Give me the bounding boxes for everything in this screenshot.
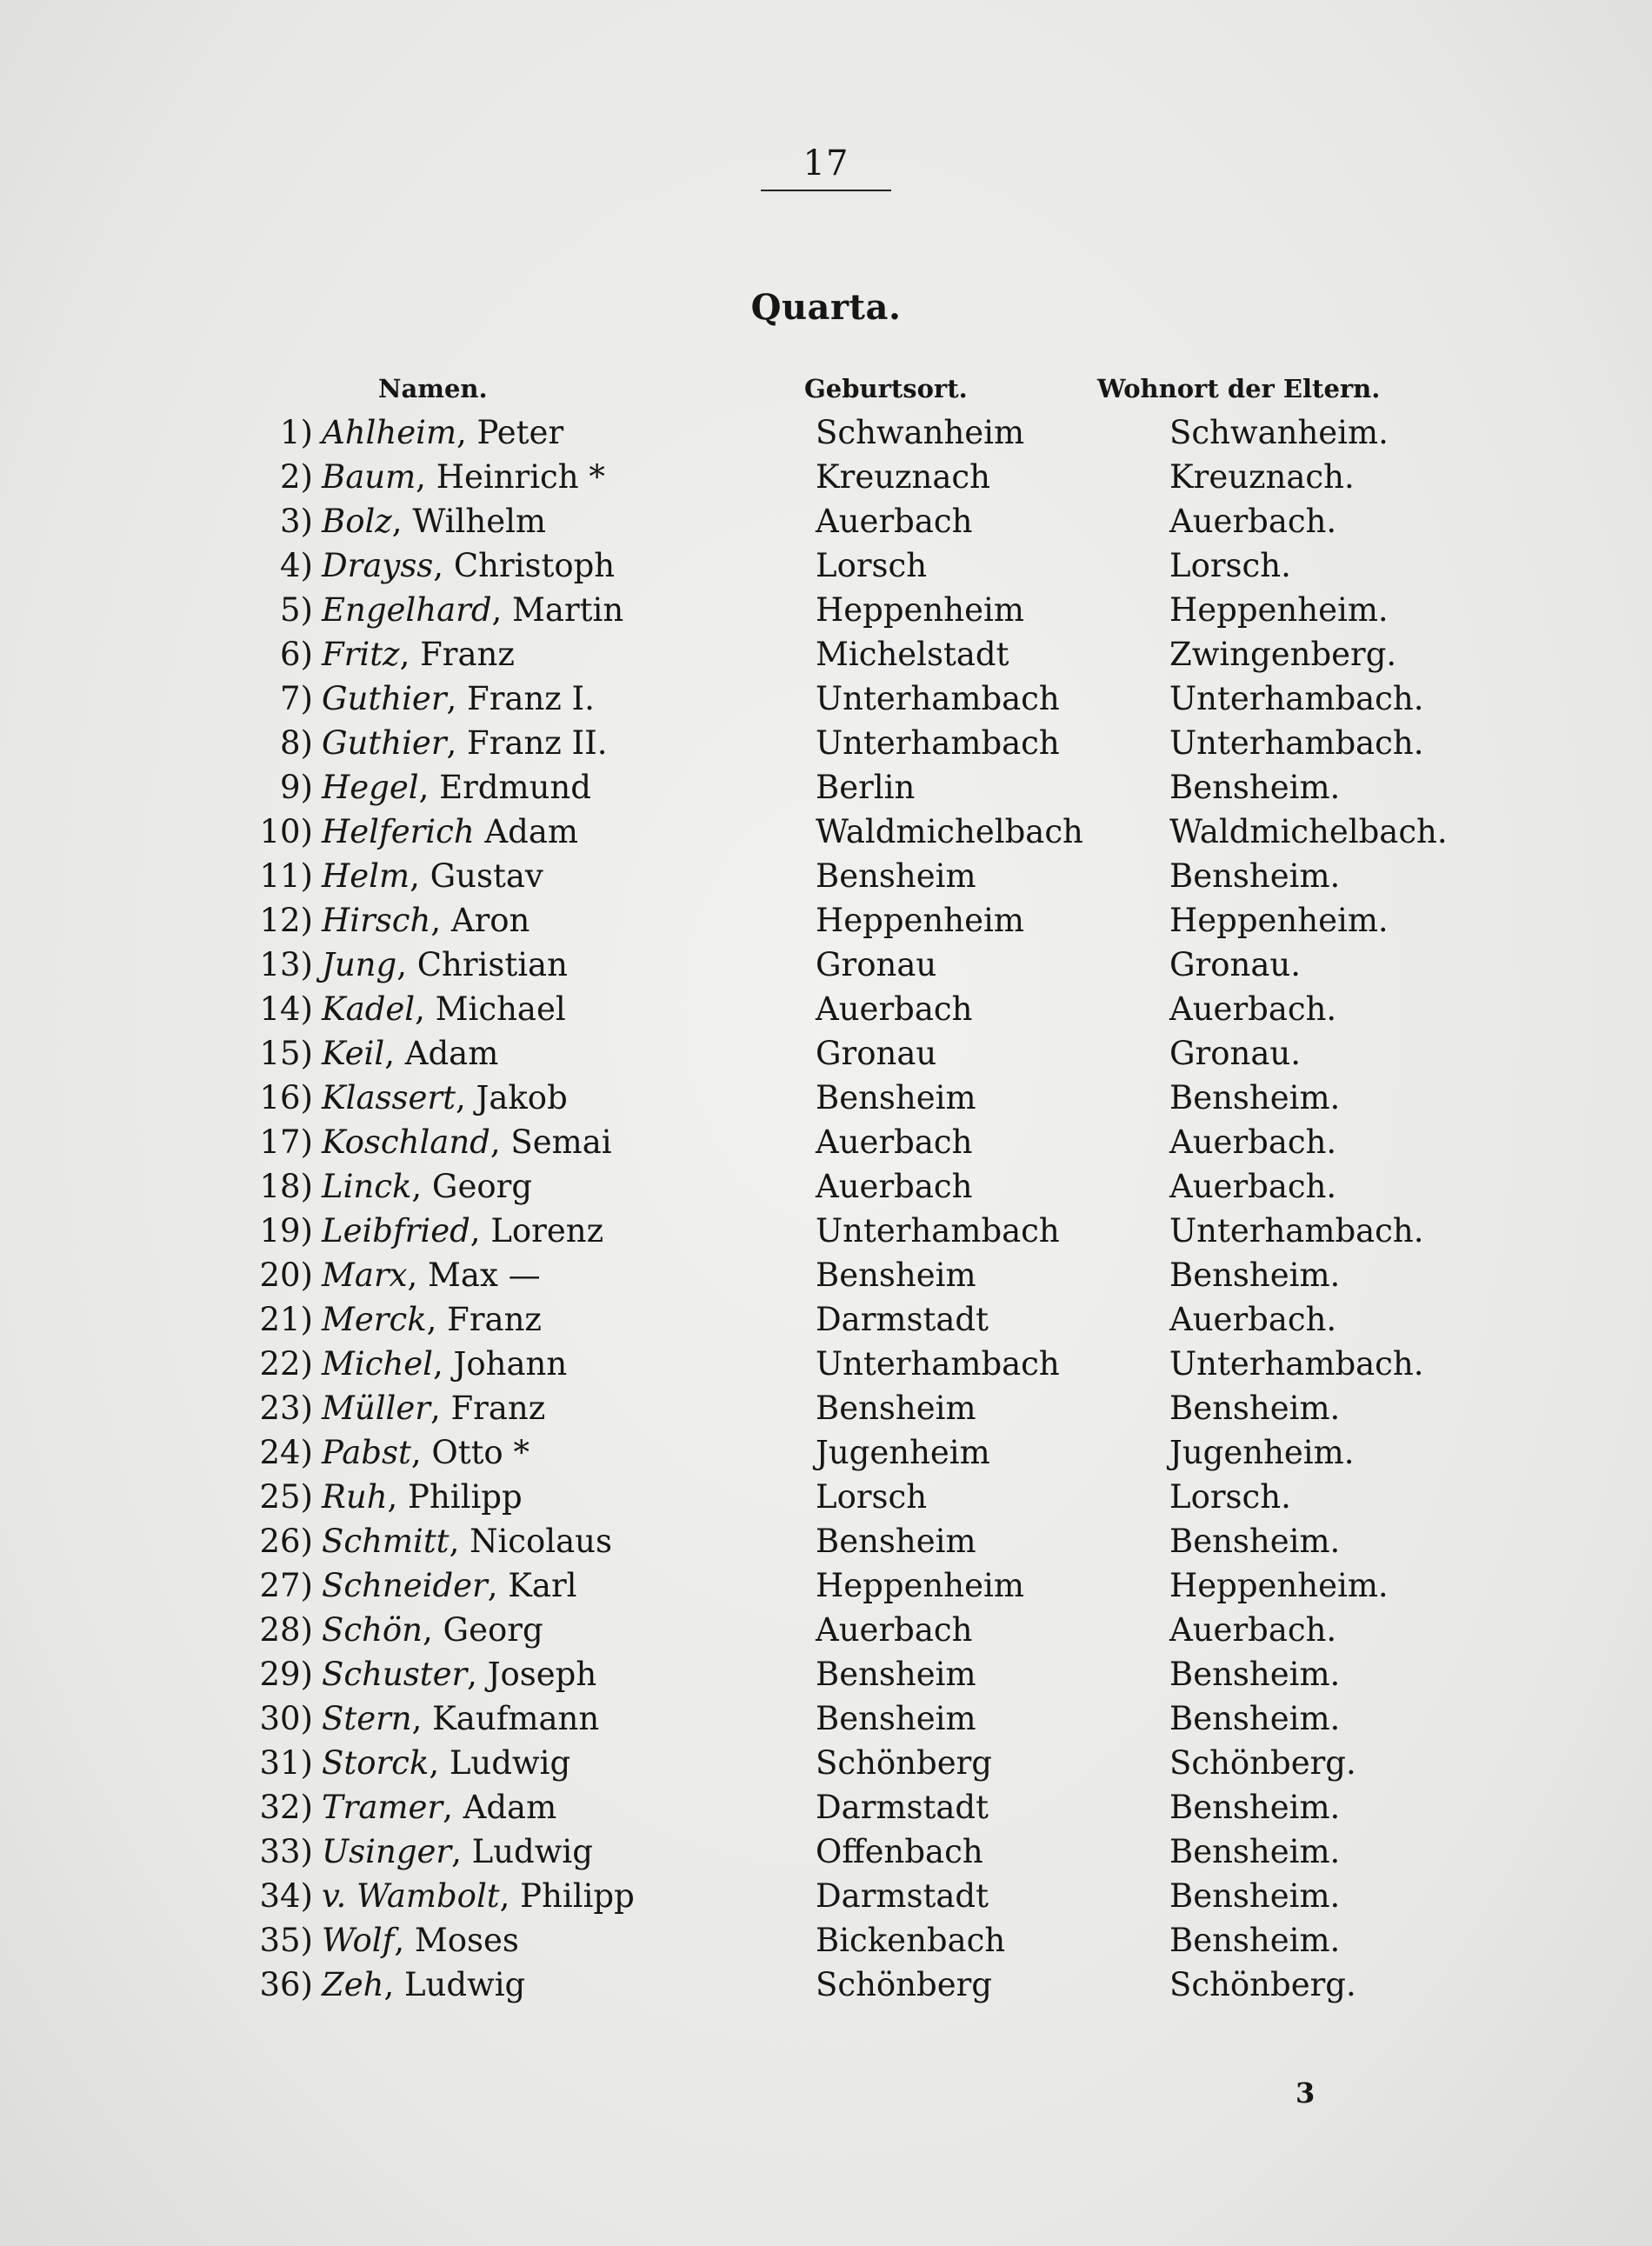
entry-number: 31)	[259, 1744, 313, 1782]
student-given-name: , Semai	[490, 1123, 612, 1161]
entry-number: 1)	[280, 414, 313, 451]
list-item	[0, 1297, 1652, 1342]
birthplace: Berlin	[816, 769, 916, 806]
entry-number: 23)	[259, 1390, 313, 1427]
student-given-name: , Christoph	[433, 547, 616, 584]
student-given-name: , Georg	[411, 1168, 533, 1205]
list-item	[0, 1608, 1652, 1652]
list-item	[0, 1652, 1652, 1696]
student-given-name: , Wilhelm	[391, 503, 547, 540]
student-name	[322, 854, 543, 898]
student-name	[322, 1829, 593, 1874]
entry-number: 9)	[280, 769, 313, 806]
parents-residence: Unterhambach.	[1169, 1212, 1424, 1250]
student-surname: Ruh	[322, 1478, 388, 1516]
list-item	[0, 676, 1652, 721]
birthplace: Bensheim	[816, 1256, 976, 1294]
student-name	[322, 1785, 556, 1829]
entry-number: 22)	[259, 1345, 313, 1383]
list-item	[0, 721, 1652, 765]
list-item	[0, 455, 1652, 499]
parents-residence: Bensheim.	[1169, 1877, 1341, 1915]
student-name	[322, 588, 623, 632]
student-name	[322, 455, 605, 499]
student-surname: Keil	[322, 1035, 385, 1072]
student-surname: Schön	[322, 1611, 423, 1649]
student-surname: Bolz	[322, 503, 392, 540]
student-name	[322, 987, 566, 1031]
student-surname: Stern	[322, 1700, 412, 1737]
birthplace: Darmstadt	[816, 1301, 989, 1338]
birthplace: Unterhambach	[816, 680, 1060, 717]
list-item	[0, 1430, 1652, 1475]
list-item	[0, 1031, 1652, 1076]
student-surname: Hegel	[322, 769, 419, 806]
student-surname: Jung	[322, 946, 397, 983]
student-surname: Leibfried	[322, 1212, 470, 1250]
student-given-name: , Lorenz	[470, 1212, 604, 1250]
student-given-name: , Georg	[423, 1611, 543, 1649]
birthplace: Heppenheim	[816, 902, 1024, 939]
parents-residence: Jugenheim.	[1169, 1434, 1355, 1471]
student-given-name: , Christian	[396, 946, 568, 983]
parents-residence: Bensheim.	[1169, 1523, 1341, 1560]
list-item	[0, 987, 1652, 1031]
parents-residence: Schönberg.	[1169, 1966, 1356, 2003]
student-surname: Schneider	[322, 1567, 488, 1604]
student-surname: Müller	[322, 1390, 430, 1427]
student-given-name: , Aron	[430, 902, 530, 939]
page-number-rule	[761, 190, 891, 191]
parents-residence: Unterhambach.	[1169, 680, 1424, 717]
student-name	[322, 898, 530, 943]
parents-residence: Auerbach.	[1169, 503, 1337, 540]
entry-number: 6)	[280, 636, 313, 673]
list-item	[0, 1874, 1652, 1918]
birthplace: Bickenbach	[816, 1922, 1006, 1959]
birthplace: Darmstadt	[816, 1789, 989, 1826]
parents-residence: Bensheim.	[1169, 1833, 1341, 1870]
birthplace: Schönberg	[816, 1966, 992, 2003]
parents-residence: Bensheim.	[1169, 1256, 1341, 1294]
parents-residence: Bensheim.	[1169, 1390, 1341, 1427]
student-surname: Schuster	[322, 1656, 468, 1693]
list-item	[0, 1918, 1652, 1963]
parents-residence: Bensheim.	[1169, 1922, 1341, 1959]
birthplace: Auerbach	[816, 990, 973, 1028]
entry-number: 12)	[259, 902, 313, 939]
page-number: 17	[803, 143, 849, 183]
entry-number: 27)	[259, 1567, 313, 1604]
student-name	[322, 1563, 576, 1608]
list-item	[0, 765, 1652, 810]
birthplace: Darmstadt	[816, 1877, 989, 1915]
student-name	[322, 1519, 612, 1563]
parents-residence: Unterhambach.	[1169, 1345, 1424, 1383]
list-item	[0, 1475, 1652, 1519]
birthplace: Bensheim	[816, 1079, 976, 1116]
student-surname: Koschland	[322, 1123, 490, 1161]
entry-number: 5)	[280, 591, 313, 629]
student-given-name: , Joseph	[467, 1656, 597, 1693]
student-name	[322, 1430, 530, 1475]
entry-number: 13)	[259, 946, 313, 983]
student-name	[322, 676, 595, 721]
birthplace: Michelstadt	[816, 636, 1009, 673]
student-given-name: , Max —	[407, 1256, 541, 1294]
student-surname: Pabst	[322, 1434, 411, 1471]
entry-number: 15)	[259, 1035, 313, 1072]
birthplace: Schwanheim	[816, 414, 1025, 451]
student-surname: Ahlheim	[322, 414, 457, 451]
birthplace: Bensheim	[816, 1523, 976, 1560]
student-name	[322, 1652, 596, 1696]
list-item	[0, 943, 1652, 987]
student-given-name: , Otto *	[410, 1434, 530, 1471]
student-given-name: , Karl	[487, 1567, 577, 1604]
student-name	[322, 1963, 525, 2007]
birthplace: Schönberg	[816, 1744, 992, 1782]
birthplace: Unterhambach	[816, 1212, 1060, 1250]
birthplace: Heppenheim	[816, 591, 1024, 629]
student-given-name: , Ludwig	[451, 1833, 593, 1870]
student-surname: Storck	[322, 1744, 430, 1782]
list-item	[0, 1076, 1652, 1120]
student-name	[322, 1475, 523, 1519]
parents-residence: Waldmichelbach.	[1169, 813, 1448, 850]
entry-number: 30)	[259, 1700, 313, 1737]
parents-residence: Schwanheim.	[1169, 414, 1389, 451]
student-surname: Usinger	[322, 1833, 452, 1870]
entry-number: 10)	[259, 813, 313, 850]
student-surname: Fritz	[322, 636, 400, 673]
student-given-name: , Kaufmann	[411, 1700, 600, 1737]
parents-residence: Auerbach.	[1169, 990, 1337, 1028]
parents-residence: Schönberg.	[1169, 1744, 1356, 1782]
student-given-name: , Ludwig	[383, 1966, 526, 2003]
parents-residence: Lorsch.	[1169, 1478, 1291, 1516]
entry-number: 36)	[259, 1966, 313, 2003]
parents-residence: Bensheim.	[1169, 1700, 1341, 1737]
student-surname: Zeh	[322, 1966, 384, 2003]
list-item	[0, 1253, 1652, 1297]
entry-number: 14)	[259, 990, 313, 1028]
birthplace: Waldmichelbach	[816, 813, 1083, 850]
student-surname: Helferich	[322, 813, 475, 850]
student-given-name: , Heinrich *	[416, 458, 605, 496]
student-surname: Baum	[322, 458, 416, 496]
student-name	[322, 632, 515, 676]
column-header-birthplace: Geburtsort.	[804, 374, 968, 403]
parents-residence: Kreuznach.	[1169, 458, 1355, 496]
student-name	[322, 1120, 612, 1164]
birthplace: Heppenheim	[816, 1567, 1024, 1604]
student-name	[322, 1608, 543, 1652]
entry-number: 34)	[259, 1877, 313, 1915]
student-name	[322, 1874, 635, 1918]
birthplace: Gronau	[816, 1035, 937, 1072]
entry-number: 11)	[259, 857, 313, 895]
birthplace: Bensheim	[816, 1700, 976, 1737]
parents-residence: Bensheim.	[1169, 857, 1341, 895]
birthplace: Lorsch	[816, 1478, 928, 1516]
student-name	[322, 943, 568, 987]
list-item	[0, 810, 1652, 854]
student-name	[322, 543, 615, 588]
student-name	[322, 1696, 599, 1741]
column-header-name: Namen.	[378, 374, 488, 403]
birthplace: Offenbach	[816, 1833, 983, 1870]
student-surname: Linck	[322, 1168, 412, 1205]
list-item	[0, 854, 1652, 898]
parents-residence: Bensheim.	[1169, 1656, 1341, 1693]
parents-residence: Bensheim.	[1169, 1079, 1341, 1116]
student-surname: Kadel	[322, 990, 416, 1028]
student-name	[322, 1386, 545, 1430]
parents-residence: Unterhambach.	[1169, 724, 1424, 762]
student-name	[322, 1253, 541, 1297]
student-surname: Marx	[322, 1256, 408, 1294]
student-given-name: , Ludwig	[429, 1744, 571, 1782]
birthplace: Kreuznach	[816, 458, 990, 496]
student-surname: Helm	[322, 857, 410, 895]
list-item	[0, 1963, 1652, 2007]
student-given-name: , Adam	[384, 1035, 499, 1072]
birthplace: Bensheim	[816, 1390, 976, 1427]
student-given-name: , Martin	[491, 591, 624, 629]
entry-number: 33)	[259, 1833, 313, 1870]
list-item	[0, 1696, 1652, 1741]
student-name	[322, 810, 578, 854]
list-item	[0, 543, 1652, 588]
entry-number: 28)	[259, 1611, 313, 1649]
birthplace: Unterhambach	[816, 1345, 1060, 1383]
entry-number: 3)	[280, 503, 313, 540]
student-given-name: , Jakob	[455, 1079, 568, 1116]
student-given-name: , Franz I.	[446, 680, 595, 717]
student-list	[0, 410, 1652, 2007]
student-surname: Drayss	[322, 547, 434, 584]
list-item	[0, 632, 1652, 676]
entry-number: 18)	[259, 1168, 313, 1205]
entry-number: 19)	[259, 1212, 313, 1250]
student-name	[322, 1164, 532, 1209]
birthplace: Unterhambach	[816, 724, 1060, 762]
entry-number: 35)	[259, 1922, 313, 1959]
student-name	[322, 765, 591, 810]
student-name	[322, 1031, 498, 1076]
student-surname: Guthier	[322, 724, 447, 762]
student-name	[322, 1741, 570, 1785]
student-name	[322, 410, 563, 455]
list-item	[0, 1164, 1652, 1209]
birthplace: Gronau	[816, 946, 937, 983]
parents-residence: Zwingenberg.	[1169, 636, 1397, 673]
birthplace: Auerbach	[816, 1611, 973, 1649]
student-surname: Michel	[322, 1345, 434, 1383]
birthplace: Lorsch	[816, 547, 928, 584]
birthplace: Auerbach	[816, 503, 973, 540]
birthplace: Bensheim	[816, 857, 976, 895]
student-given-name: , Michael	[415, 990, 566, 1028]
parents-residence: Auerbach.	[1169, 1123, 1337, 1161]
column-header-parents-residence: Wohnort der Eltern.	[1097, 374, 1381, 403]
entry-number: 25)	[259, 1478, 313, 1516]
list-item	[0, 499, 1652, 543]
student-surname: Tramer	[322, 1789, 443, 1826]
student-name	[322, 499, 546, 543]
list-item	[0, 1829, 1652, 1874]
student-given-name: , Franz	[426, 1301, 542, 1338]
student-given-name: , Gustav	[410, 857, 543, 895]
entry-number: 24)	[259, 1434, 313, 1471]
student-given-name: , Philipp	[499, 1877, 635, 1915]
student-name	[322, 721, 608, 765]
student-surname: Klassert	[322, 1079, 456, 1116]
parents-residence: Bensheim.	[1169, 1789, 1341, 1826]
student-given-name: , Adam	[443, 1789, 557, 1826]
student-given-name: , Johann	[433, 1345, 568, 1383]
student-name	[322, 1076, 568, 1120]
entry-number: 8)	[280, 724, 313, 762]
student-surname: Guthier	[322, 680, 447, 717]
birthplace: Jugenheim	[816, 1434, 990, 1471]
student-surname: Hirsch	[322, 902, 431, 939]
list-item	[0, 588, 1652, 632]
entry-number: 4)	[280, 547, 313, 584]
entry-number: 2)	[280, 458, 313, 496]
parents-residence: Auerbach.	[1169, 1611, 1337, 1649]
parents-residence: Lorsch.	[1169, 547, 1291, 584]
parents-residence: Bensheim.	[1169, 769, 1341, 806]
entry-number: 17)	[259, 1123, 313, 1161]
student-name	[322, 1918, 519, 1963]
list-item	[0, 1785, 1652, 1829]
list-item	[0, 1342, 1652, 1386]
entry-number: 20)	[259, 1256, 313, 1294]
student-given-name: Adam	[474, 813, 578, 850]
list-item	[0, 1563, 1652, 1608]
list-item	[0, 898, 1652, 943]
student-given-name: , Erdmund	[418, 769, 591, 806]
student-given-name: , Moses	[394, 1922, 519, 1959]
parents-residence: Heppenheim.	[1169, 1567, 1389, 1604]
student-surname: Wolf	[322, 1922, 395, 1959]
entry-number: 7)	[280, 680, 313, 717]
student-given-name: , Nicolaus	[449, 1523, 613, 1560]
student-surname: Merck	[322, 1301, 427, 1338]
entry-number: 21)	[259, 1301, 313, 1338]
entry-number: 32)	[259, 1789, 313, 1826]
list-item	[0, 1519, 1652, 1563]
parents-residence: Heppenheim.	[1169, 591, 1389, 629]
signature-mark: 3	[1296, 2076, 1316, 2109]
list-item	[0, 1209, 1652, 1253]
list-item	[0, 1386, 1652, 1430]
student-given-name: , Philipp	[387, 1478, 523, 1516]
student-name	[322, 1297, 542, 1342]
list-item	[0, 1120, 1652, 1164]
birthplace: Auerbach	[816, 1123, 973, 1161]
list-item	[0, 410, 1652, 455]
parents-residence: Heppenheim.	[1169, 902, 1389, 939]
student-surname: Schmitt	[322, 1523, 450, 1560]
entry-number: 29)	[259, 1656, 313, 1693]
student-surname: v. Wambolt	[322, 1877, 500, 1915]
student-given-name: , Peter	[456, 414, 564, 451]
student-name	[322, 1209, 603, 1253]
student-given-name: , Franz	[399, 636, 515, 673]
parents-residence: Gronau.	[1169, 1035, 1301, 1072]
parents-residence: Auerbach.	[1169, 1168, 1337, 1205]
parents-residence: Auerbach.	[1169, 1301, 1337, 1338]
entry-number: 16)	[259, 1079, 313, 1116]
list-item	[0, 1741, 1652, 1785]
student-given-name: , Franz	[430, 1390, 546, 1427]
student-name	[322, 1342, 567, 1386]
birthplace: Bensheim	[816, 1656, 976, 1693]
section-title: Quarta.	[750, 287, 902, 328]
birthplace: Auerbach	[816, 1168, 973, 1205]
student-surname: Engelhard	[322, 591, 492, 629]
parents-residence: Gronau.	[1169, 946, 1301, 983]
student-given-name: , Franz II.	[446, 724, 608, 762]
entry-number: 26)	[259, 1523, 313, 1560]
